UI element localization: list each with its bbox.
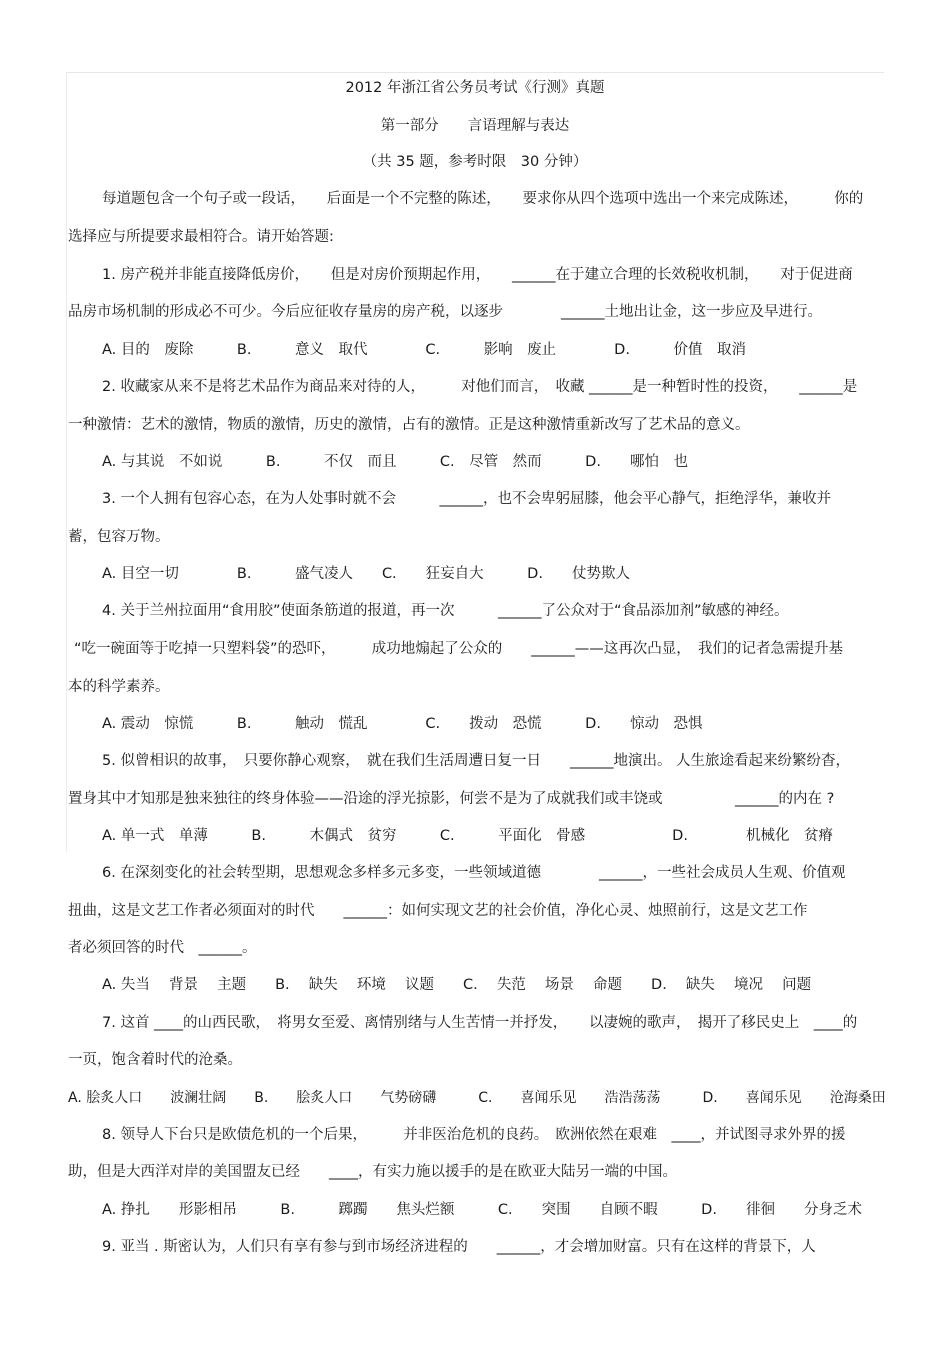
q6-line-3: 者必须回答的时代 ______。 — [68, 940, 257, 956]
q5-line-1: 5. 似曾相识的故事， 只要你静心观察， 就在我们生活周遭日复一日 ______地演出。 人生旅途看起来纷繁纷杳， — [102, 753, 851, 769]
intro-line-2: 选择应与所提要求最相符合。请开始答题: — [68, 229, 334, 245]
q3-options: A. 目空一切 B. 盛气凌人 C. 狂妄自大 D. 仗势欺人 — [102, 566, 630, 582]
page-left-rule — [66, 72, 67, 852]
q4-line-1: 4. 关于兰州拉面用“食用胶”使面条筋道的报道，再一次 ______了公众对于“食品添加剂”敏感的神经。 — [102, 603, 789, 619]
q8-line-2: 助，但是大西洋对岸的美国盟友已经 ____，有实力施以援手的是在欧亚大陆另一端的中国。 — [68, 1164, 677, 1180]
q3-line-1: 3. 一个人拥有包容心态，在为人处事时就不会 ______，也不会卑躬屈膝，他会平心静气，拒绝浮华，兼收并 — [102, 491, 831, 507]
part-heading: 第一部分 言语理解与表达 — [380, 118, 570, 134]
doc-title: 2012 年浙江省公务员考试《行测》真题 — [345, 80, 605, 96]
q3-line-2: 蓄，包容万物。 — [68, 529, 170, 545]
q4-line-3: 本的科学素养。 — [68, 679, 170, 695]
q5-line-2: 置身其中才知那是独来独往的终身体验——沿途的浮光掠影，何尝不是为了成就我们或丰饶或 ______的内在 ? — [68, 791, 835, 807]
q1-options: A. 目的 废除 B. 意义 取代 C. 影响 废止 D. 价值 取消 — [102, 342, 746, 358]
q5-options: A. 单一式 单薄 B. 木偶式 贫穷 C. 平面化 骨感 D. 机械化 贫瘠 — [102, 828, 833, 844]
q7-options: A. 脍炙人口 波澜壮阔 B. 脍炙人口 气势磅礴 C. 喜闻乐见 浩浩荡荡 D. 喜闻乐见 沧海桑田 — [68, 1090, 886, 1106]
q2-line-2: 一种激情：艺术的激情，物质的激情，历史的激情，占有的激情。正是这种激情重新改写了艺术品的意义。 — [68, 417, 750, 433]
time-note: （共 35 题，参考时限 30 分钟） — [362, 154, 588, 170]
q6-line-2: 扭曲，这是文艺工作者必须面对的时代 ______：如何实现文艺的社会价值，净化心灵、烛照前行，这是文艺工作 — [68, 903, 808, 919]
q1-line-1: 1. 房产税并非能直接降低房价， 但是对房价预期起作用， ______在于建立合理的长效税收机制， 对于促进商 — [102, 267, 853, 283]
q1-line-2: 品房市场机制的形成必不可少。今后应征收存量房的房产税，以逐步 ______土地出让金，这一步应及早进行。 — [68, 304, 822, 320]
page-top-rule — [66, 72, 884, 73]
intro-line-1: 每道题包含一个句子或一段话， 后面是一个不完整的陈述， 要求你从四个选项中选出一个来完成陈述， 你的 — [102, 191, 864, 207]
q8-line-1: 8. 领导人下台只是欧债危机的一个后果， 并非医治危机的良药。 欧洲依然在艰难 ____，并试图寻求外界的援 — [102, 1127, 846, 1143]
q4-line-2: “吃一碗面等于吃掉一只塑料袋”的恐吓， 成功地煽起了公众的 ______——这再次凸显， 我们的记者急需提升基 — [74, 641, 844, 657]
q2-options: A. 与其说 不如说 B. 不仅 而且 C. 尽管 然而 D. 哪怕 也 — [102, 454, 688, 470]
q8-options: A. 挣扎 形影相吊 B. 踯躅 焦头烂额 C. 突围 自顾不暇 D. 徘徊 分身乏术 — [102, 1202, 862, 1218]
q9-line-1: 9. 亚当 . 斯密认为，人们只有享有参与到市场经济进程的 ______，才会增加财富。只有在这样的背景下，人 — [102, 1239, 816, 1255]
q7-line-1: 7. 这首 ____的山西民歌， 将男女至爱、离情别绪与人生苦情一并抒发， 以凄婉的歌声， 揭开了移民史上 ____的 — [102, 1015, 858, 1031]
q2-line-1: 2. 收藏家从来不是将艺术品作为商品来对待的人， 对他们而言， 收藏 ______是一种暂时性的投资， ______是 — [102, 379, 858, 395]
q4-options: A. 震动 惊慌 B. 触动 慌乱 C. 拨动 恐慌 D. 惊动 恐惧 — [102, 716, 703, 732]
q6-line-1: 6. 在深刻变化的社会转型期，思想观念多样多元多变，一些领域道德 ______，一些社会成员人生观、价值观 — [102, 865, 846, 881]
q6-options: A. 失当 背景 主题 B. 缺失 环境 议题 C. 失范 场景 命题 D. 缺失 境况 问题 — [102, 977, 812, 993]
q7-line-2: 一页，饱含着时代的沧桑。 — [68, 1052, 242, 1068]
